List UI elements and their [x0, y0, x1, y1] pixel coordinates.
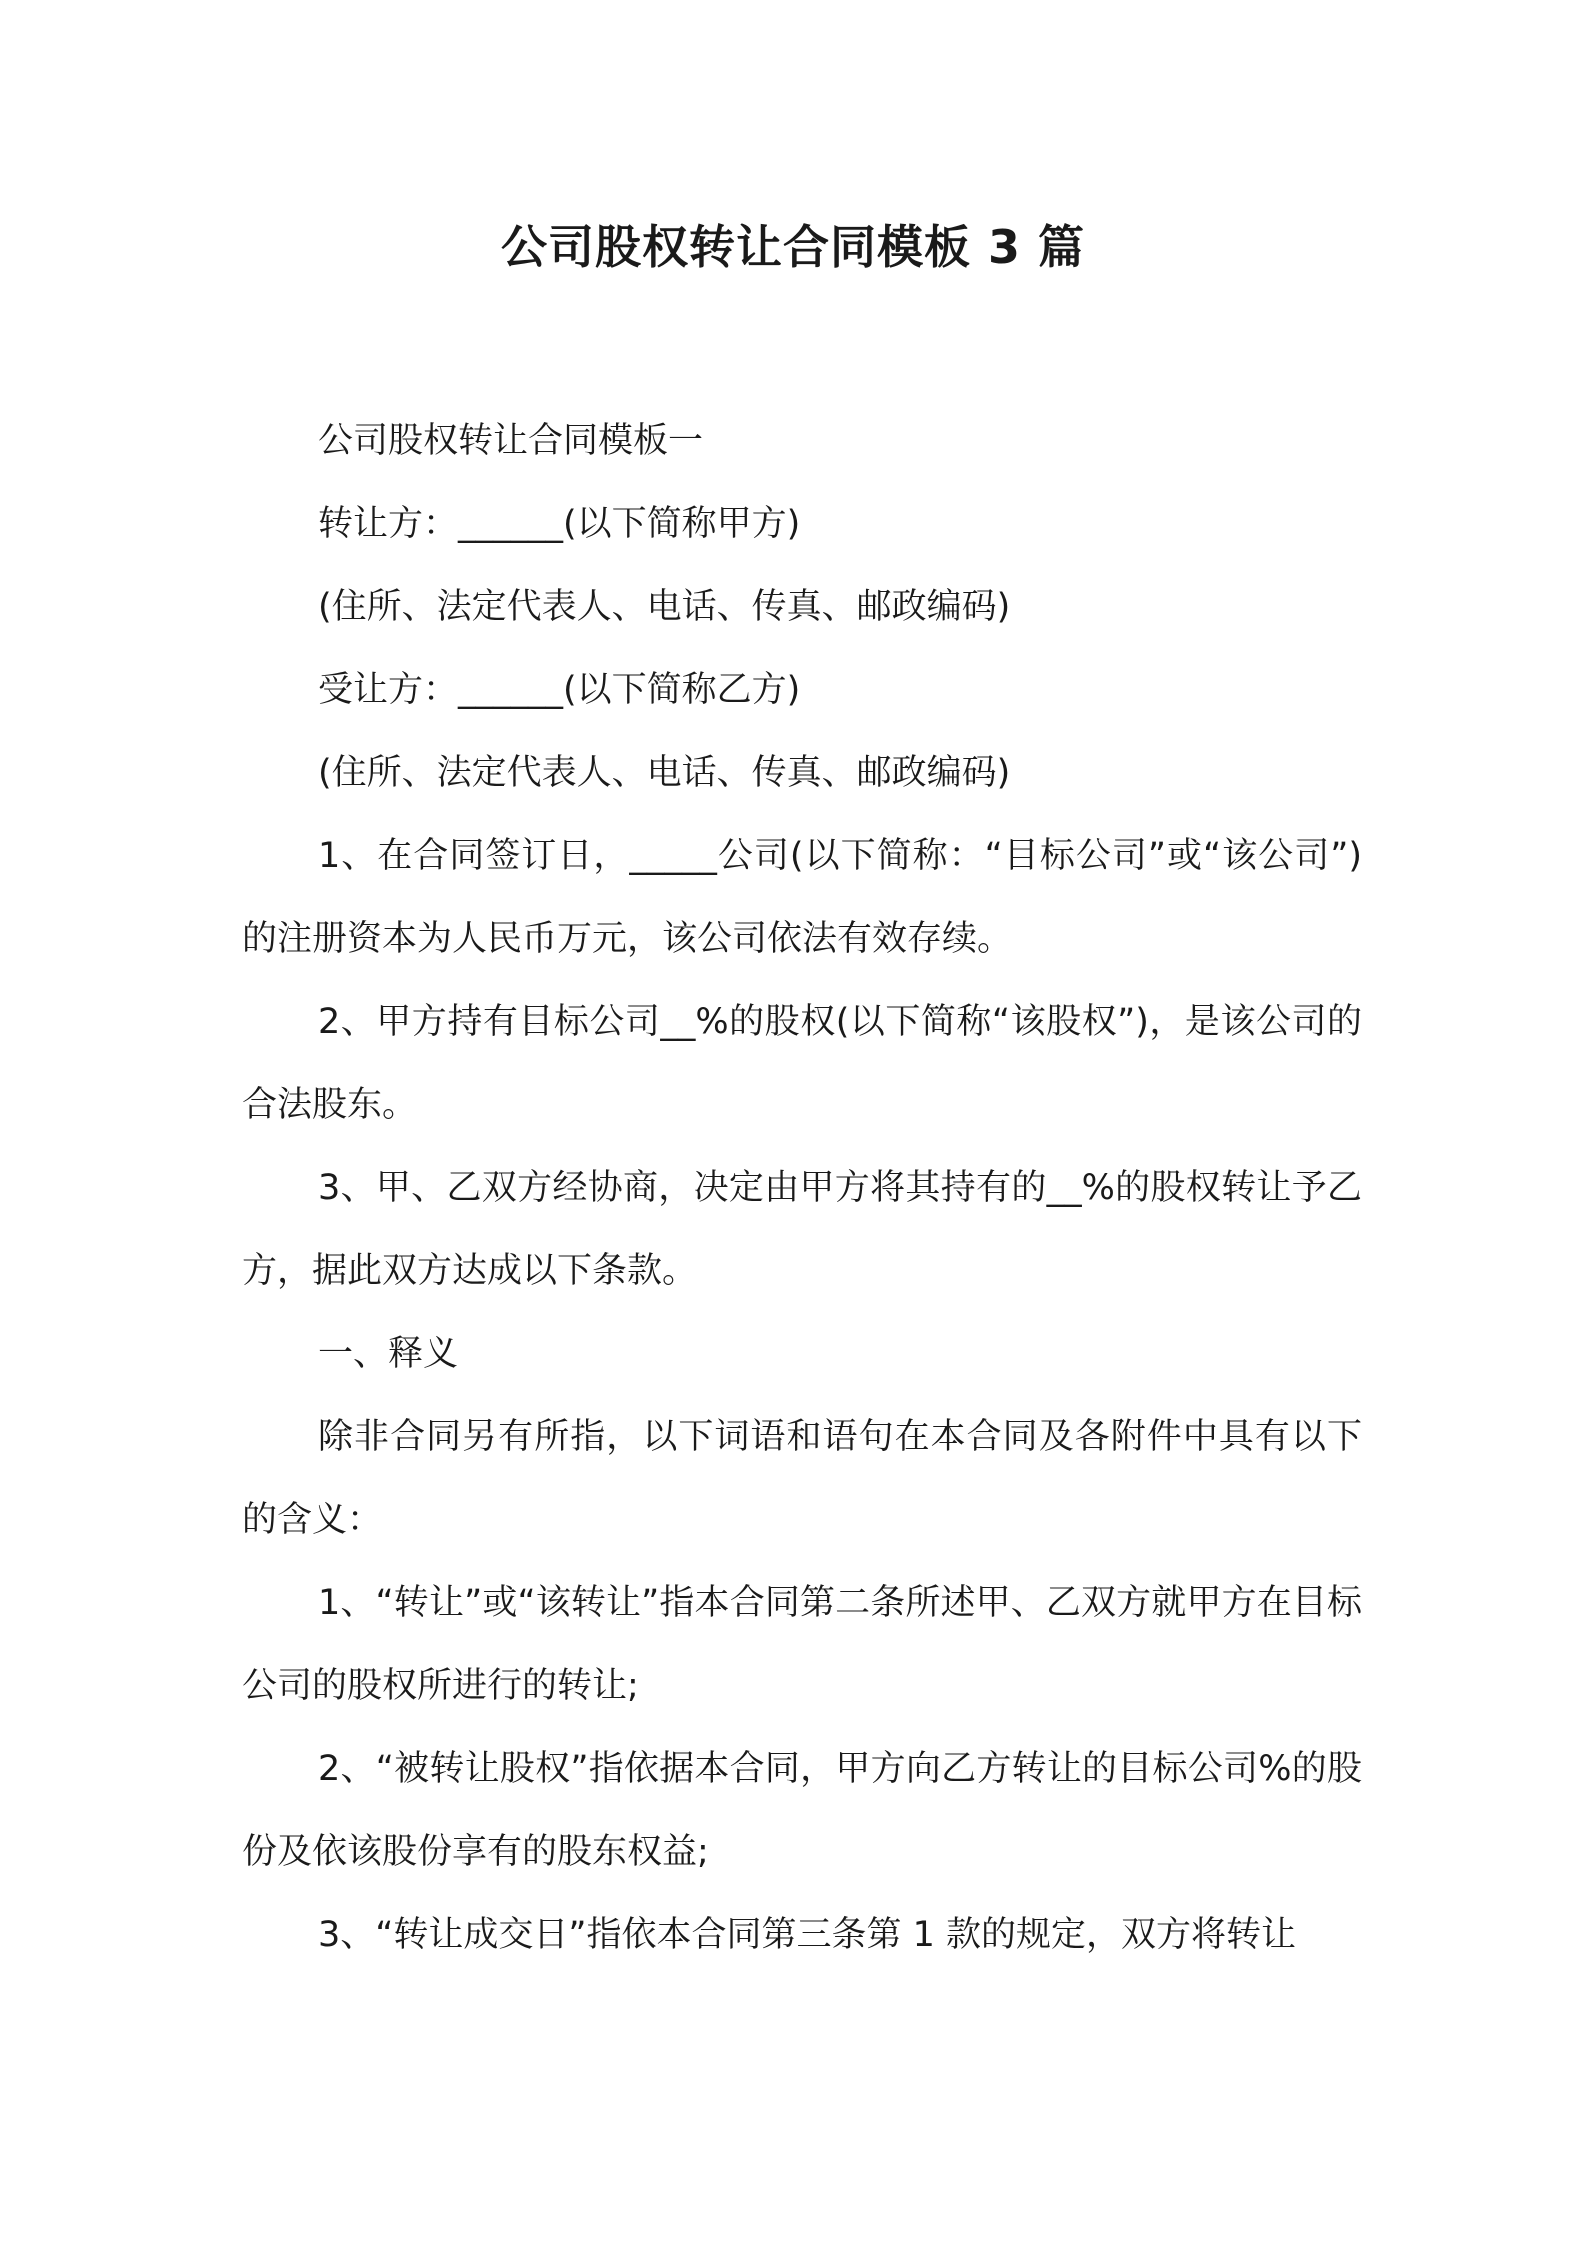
clause-2-paragraph: 2、甲方持有目标公司__%的股权(以下简称“该股权”)，是该公司的合法股东。	[242, 1002, 1362, 1125]
definitions-intro-paragraph: 除非合同另有所指，以下词语和语句在本合同及各附件中具有以下的含义：	[242, 1417, 1362, 1540]
definition-3-paragraph: 3、“转让成交日”指依本合同第三条第 1 款的规定，双方将转让	[318, 1915, 1297, 1955]
document-body	[242, 400, 1362, 1977]
definition-1-paragraph: 1、“转让”或“该转让”指本合同第二条所述甲、乙双方就甲方在目标公司的股权所进行的转让;	[242, 1583, 1362, 1706]
definition-2-paragraph: 2、“被转让股权”指依据本合同，甲方向乙方转让的目标公司%的股份及依该股份享有的股东权益;	[242, 1749, 1362, 1872]
section-heading-template-one: 公司股权转让合同模板一	[318, 421, 704, 461]
section-heading-definitions: 一、释义	[318, 1334, 459, 1374]
transferor-details-line: (住所、法定代表人、电话、传真、邮政编码)	[318, 587, 1011, 627]
document-title: 公司股权转让合同模板 3 篇	[500, 220, 1086, 274]
clause-3-paragraph: 3、甲、乙双方经协商，决定由甲方将其持有的__%的股权转让予乙方，据此双方达成以下条款。	[242, 1168, 1362, 1291]
transferee-details-line: (住所、法定代表人、电话、传真、邮政编码)	[318, 753, 1011, 793]
clause-1-paragraph: 1、在合同签订日，_____公司(以下简称：“目标公司”或“该公司”)的注册资本为人民币万元，该公司依法有效存续。	[242, 836, 1362, 959]
transferee-line: 受让方：______(以下简称乙方)	[318, 670, 801, 710]
transferor-line: 转让方：______(以下简称甲方)	[318, 504, 801, 544]
